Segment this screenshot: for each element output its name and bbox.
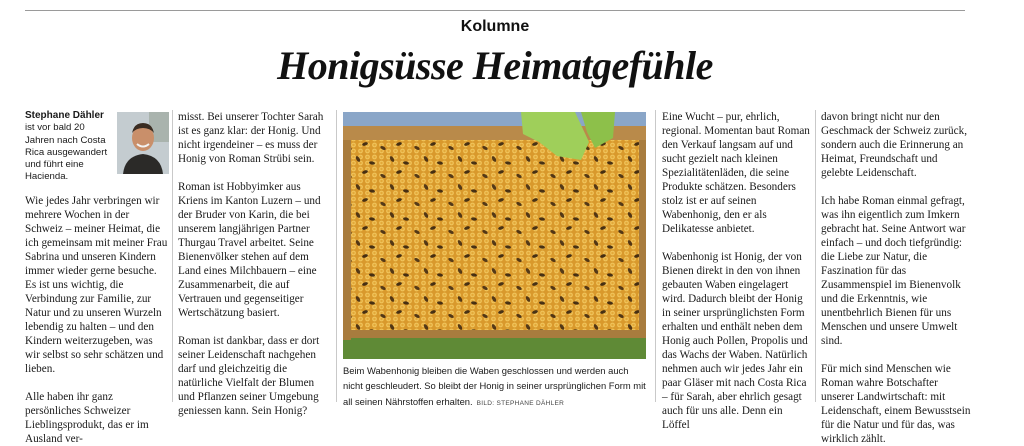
- column-divider: [815, 110, 816, 402]
- col5-paragraph: davon bringt nicht nur den Geschmack der Schweiz zurück, sondern auch die Erinnerung an Heimat, Freundschaft und gelebte Leidenschaft.: [821, 111, 967, 179]
- column-5: [821, 110, 971, 446]
- honeycomb-photo: [343, 112, 646, 359]
- col4-paragraph: Wabenhonig ist Honig, der von Bienen direkt in den von ihnen gebauten Waben eingelagert wird. Dadurch bleibt der Honig in seiner ursprünglichsten Form erhalten und enthält neben dem Honig auch Pollen, Propolis und das Wachs der Waben. Natürlich nehmen auch wir jedes Jahr ein paar Gläser mit nach Costa Rica – für Sarah, aber ehrlich gesagt auch für uns alle. Denn ein Löffel: [662, 251, 808, 431]
- col5-paragraph: Für mich sind Menschen wie Roman wahre Botschafter unserer Landwirtschaft: mit Leidenschaft, einem Bewusstsein für die Natur und für das, was wirklich zählt.: [821, 363, 971, 445]
- author-portrait: [117, 112, 169, 174]
- headline: Honigsüsse Heimatgefühle: [277, 43, 713, 88]
- column-1: [25, 110, 169, 446]
- author-description: ist vor bald 20 Jahren nach Costa Rica ausgewandert und führt eine Hacienda.: [25, 122, 108, 183]
- author-name: Stephane Dähler: [25, 110, 104, 121]
- col5-paragraph: Ich habe Roman einmal gefragt, was ihn eigentlich zum Imkern gebracht hat. Seine Antwort war einfach – und doch tiefgründig: die Liebe zur Natur, die Faszination für das Zusammenspiel im Bienenvolk und die Erkenntnis, wie unentbehrlich Bienen für uns Menschen und unsere Umwelt sind.: [821, 195, 966, 347]
- col4-paragraph: Eine Wucht – pur, ehrlich, regional. Momentan baut Roman den Verkauf langsam auf und sucht gezielt nach kleinen Spezialitätenläden, die seine Produkte schätzen. Besonders stolz ist er auf seinen Wabenhonig, den er als Delikatesse anbietet.: [662, 111, 810, 235]
- column-4: [662, 110, 812, 432]
- top-rule: [25, 10, 965, 11]
- column-divider: [655, 110, 656, 402]
- col2-paragraph: Roman ist dankbar, dass er dort seiner Leidenschaft nachgehen darf und gleichzeitig die natürliche Vielfalt der Blumen und Pflanzen seiner Umgebung geniessen kann. Sein Honig?: [178, 335, 320, 417]
- photo-credit: BILD: STEPHANE DÄHLER: [476, 399, 565, 407]
- section-kicker: Kolumne: [460, 18, 530, 35]
- col2-paragraph: Roman ist Hobbyimker aus Kriens im Kanton Luzern – und der Bruder von Karin, die bei unserem langjährigen Partner Thurgau Travel arbeitet. Seine Bienenvölker stehen auf dem Land eines Milchbauern – eine Zusammenarbeit, die auf Vertrauen und gegenseitiger Wertschätzung basiert.: [178, 181, 321, 319]
- column-2: [178, 110, 328, 418]
- author-box: [25, 110, 169, 186]
- column-divider: [172, 110, 173, 402]
- col1-paragraph: Alle haben ihr ganz persönliches Schweizer Lieblingsprodukt, das er im Ausland ver-: [25, 391, 149, 445]
- author-bio: [25, 110, 115, 184]
- column-divider: [336, 110, 337, 402]
- col1-paragraph: Wie jedes Jahr verbringen wir mehrere Wochen in der Schweiz – meiner Heimat, die ich gemeinsam mit meiner Frau Sabrina und unseren Kindern immer wieder gerne besuche. Es ist uns wichtig, die Verbindung zur Familie, zur Natur und zu unseren Wurzeln lebendig zu halten – und den Kindern weiterzugeben, was wir selbst so sehr schätzen und lieben.: [25, 195, 168, 375]
- caption-text: Beim Wabenhonig bleiben die Waben geschlossen und werden auch nicht geschleudert. So bleibt der Honig in seiner ursprünglichen Form mit all seinen Nährstoffen erhalten.: [343, 365, 646, 407]
- photo-caption: [343, 363, 648, 411]
- col2-paragraph: misst. Bei unserer Tochter Sarah ist es ganz klar: der Honig. Und nicht irgendeiner – es muss der Honig von Roman Strübi sein.: [178, 111, 324, 165]
